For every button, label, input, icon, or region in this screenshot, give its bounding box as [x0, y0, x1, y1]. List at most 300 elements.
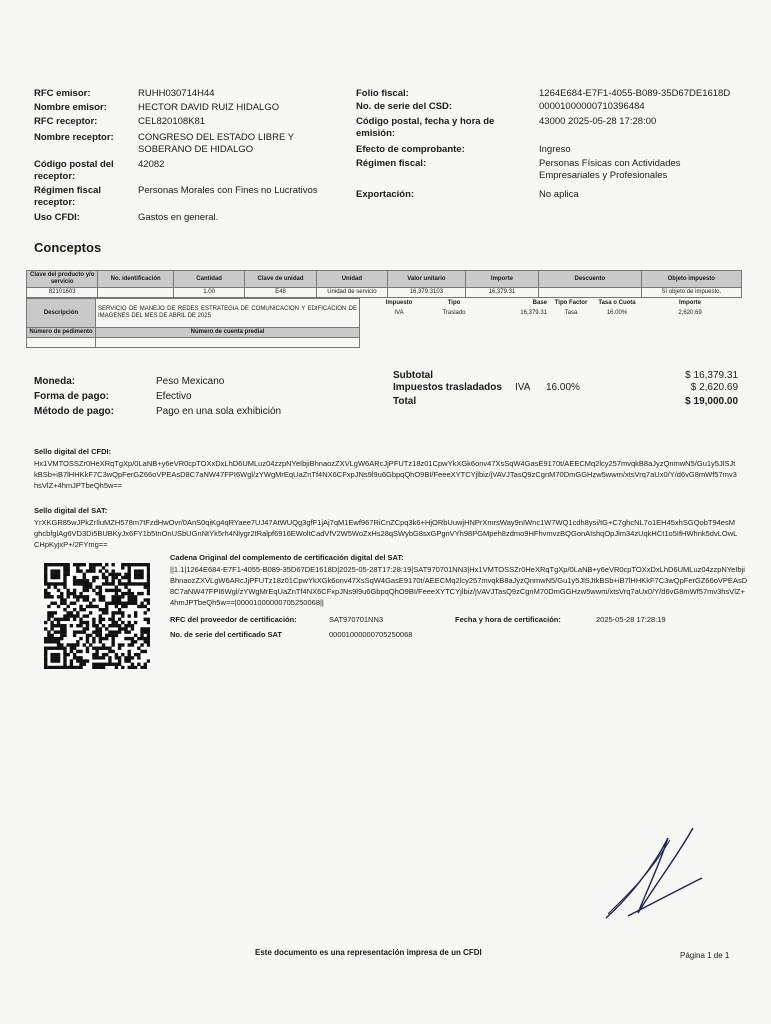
impuestos-tipo: IVA	[515, 382, 531, 393]
qr-module	[111, 614, 114, 617]
value: Peso Mexicano	[156, 376, 225, 387]
total-row	[393, 396, 738, 410]
qr-module	[134, 563, 137, 566]
cell	[98, 288, 174, 298]
qr-module	[92, 621, 95, 624]
qr-module	[147, 569, 150, 572]
qr-module	[147, 618, 150, 621]
qr-module	[70, 614, 73, 617]
qr-module	[111, 598, 114, 601]
qr-module	[60, 598, 63, 601]
qr-module	[99, 595, 102, 598]
qr-module	[63, 650, 66, 653]
qr-module	[76, 566, 79, 569]
qr-module	[147, 576, 150, 579]
qr-module	[105, 634, 108, 637]
qr-module	[99, 598, 102, 601]
field-rfc-emisor	[34, 88, 334, 102]
qr-module	[111, 630, 114, 633]
qr-module	[147, 634, 150, 637]
qr-module	[99, 637, 102, 640]
qr-module	[99, 592, 102, 595]
qr-module	[121, 582, 124, 585]
qr-module	[92, 624, 95, 627]
qr-module	[99, 663, 102, 666]
qr-module	[44, 579, 47, 582]
qr-module	[102, 618, 105, 621]
qr-module	[140, 666, 143, 669]
qr-module	[128, 624, 131, 627]
qr-module	[121, 653, 124, 656]
value: Gastos en general.	[138, 212, 219, 223]
qr-module	[111, 573, 114, 576]
qr-module	[92, 598, 95, 601]
qr-module	[60, 618, 63, 621]
qr-module	[66, 573, 69, 576]
qr-module	[137, 663, 140, 666]
qr-module	[89, 605, 92, 608]
qr-module	[134, 569, 137, 572]
qr-code-image	[44, 563, 150, 669]
qr-module	[83, 621, 86, 624]
qr-module	[73, 595, 76, 598]
qr-module	[44, 563, 47, 566]
value: 1264E684-E7F1-4055-B089-35D67DE1618D	[539, 88, 731, 99]
qr-module	[118, 608, 121, 611]
qr-module	[121, 605, 124, 608]
qr-module	[144, 663, 147, 666]
field-moneda	[34, 376, 281, 391]
qr-module	[121, 602, 124, 605]
qr-module	[115, 624, 118, 627]
qr-module	[50, 624, 53, 627]
qr-module	[99, 656, 102, 659]
qr-module	[118, 659, 121, 662]
field-regimen-receptor	[34, 185, 334, 212]
fecha-cert-label: Fecha y hora de certificación:	[455, 615, 561, 624]
qr-module	[50, 647, 53, 650]
qr-module	[76, 582, 79, 585]
label: Régimen fiscal receptor:	[34, 185, 102, 208]
qr-module	[115, 598, 118, 601]
qr-module	[83, 614, 86, 617]
qr-module	[44, 569, 47, 572]
descripcion-table	[26, 298, 360, 348]
qr-module	[79, 579, 82, 582]
qr-module	[73, 643, 76, 646]
qr-module	[147, 582, 150, 585]
qr-module	[131, 624, 134, 627]
qr-module	[73, 647, 76, 650]
cell: 1.00	[173, 288, 244, 298]
qr-module	[128, 656, 131, 659]
qr-module	[50, 627, 53, 630]
qr-module	[50, 582, 53, 585]
qr-module	[44, 663, 47, 666]
cell	[539, 288, 641, 298]
qr-module	[131, 663, 134, 666]
qr-module	[99, 563, 102, 566]
qr-module	[50, 611, 53, 614]
qr-module	[83, 608, 86, 611]
qr-module	[92, 653, 95, 656]
qr-module	[102, 573, 105, 576]
qr-module	[63, 647, 66, 650]
qr-module	[102, 637, 105, 640]
qr-module	[124, 585, 127, 588]
qr-module	[79, 569, 82, 572]
qr-module	[73, 614, 76, 617]
qr-module	[50, 621, 53, 624]
field-nombre-receptor	[34, 132, 334, 159]
qr-module	[79, 592, 82, 595]
qr-module	[95, 605, 98, 608]
qr-module	[57, 595, 60, 598]
qr-module	[92, 579, 95, 582]
qr-module	[128, 592, 131, 595]
qr-module	[54, 602, 57, 605]
qr-module	[60, 634, 63, 637]
subtotal-label: Subtotal	[393, 370, 433, 381]
qr-module	[108, 650, 111, 653]
qr-module	[57, 647, 60, 650]
qr-module	[140, 582, 143, 585]
qr-module	[79, 630, 82, 633]
qr-module	[115, 653, 118, 656]
qr-module	[76, 666, 79, 669]
sello-cfdi-value: Hx1VMTOSSZr0HeXRqTgXp/0LaNB+y6eVR0cpTOXxDxLhD6UMLuz04zzpNYeIbjiBhnaozZXVLgW6ARcJjPFUTz18z01CpwYkXGk6onv47XsSqW4GasE9170t/AEECMq2lcy257mvqkB8aJyzQnmwN5/Gu1y5JlSJtkBSb+iB7lHHKkF7C3wQpFerGZ66oVPEAsD8C7aNW47FPI6Wgl/zYWgMrEqUaZnTf4NX6CFxpJNs9l9u6GbpqQhO9BI/FeeeXYTCYjlbiz/jVAVJTasQ9zCgnM70DmGGHzw5wwm/xtsVrq7aUx0/Y/d6vG8mWf57mv3hsVlZ+4hmJPTbeQh5w==	[34, 459, 737, 490]
field-regimen-fiscal	[356, 158, 746, 189]
qr-module	[99, 569, 102, 572]
qr-module	[89, 611, 92, 614]
qr-module	[140, 634, 143, 637]
tax-cell: Tasa	[564, 310, 578, 316]
qr-module	[134, 595, 137, 598]
qr-module	[83, 659, 86, 662]
qr-module	[118, 602, 121, 605]
qr-module	[83, 627, 86, 630]
qr-module	[66, 618, 69, 621]
footer-text: Este documento es una representación impresa de un CFDI	[255, 948, 482, 957]
tax-cell: 16.00%	[606, 310, 628, 316]
qr-module	[121, 566, 124, 569]
page-number: Página 1 de 1	[680, 951, 730, 960]
qr-module	[63, 585, 66, 588]
qr-module	[54, 563, 57, 566]
qr-module	[44, 647, 47, 650]
qr-module	[86, 569, 89, 572]
qr-module	[57, 589, 60, 592]
qr-module	[83, 582, 86, 585]
qr-module	[115, 576, 118, 579]
qr-module	[63, 573, 66, 576]
qr-module	[54, 576, 57, 579]
qr-module	[115, 611, 118, 614]
qr-module	[128, 579, 131, 582]
qr-module	[73, 630, 76, 633]
qr-module	[105, 627, 108, 630]
qr-module	[63, 582, 66, 585]
qr-module	[89, 643, 92, 646]
qr-module	[140, 576, 143, 579]
qr-module	[111, 595, 114, 598]
qr-module	[108, 582, 111, 585]
qr-module	[54, 640, 57, 643]
qr-module	[99, 647, 102, 650]
qr-module	[95, 666, 98, 669]
qr-module	[60, 630, 63, 633]
qr-module	[60, 627, 63, 630]
qr-module	[76, 579, 79, 582]
qr-module	[70, 592, 73, 595]
impuestos-value: $ 2,620.69	[690, 382, 738, 393]
qr-module	[137, 569, 140, 572]
qr-module	[73, 582, 76, 585]
qr-module	[66, 592, 69, 595]
qr-module	[131, 582, 134, 585]
qr-module	[57, 621, 60, 624]
qr-module	[79, 605, 82, 608]
qr-module	[79, 624, 82, 627]
qr-module	[63, 608, 66, 611]
qr-module	[128, 653, 131, 656]
qr-module	[57, 582, 60, 585]
qr-module	[50, 634, 53, 637]
qr-module	[124, 592, 127, 595]
qr-module	[63, 630, 66, 633]
qr-module	[83, 573, 86, 576]
qr-module	[144, 611, 147, 614]
qr-module	[60, 563, 63, 566]
field-cp-receptor	[34, 159, 334, 185]
qr-module	[57, 643, 60, 646]
qr-module	[66, 643, 69, 646]
label: RFC receptor:	[34, 116, 98, 127]
qr-module	[70, 643, 73, 646]
qr-module	[44, 582, 47, 585]
qr-module	[76, 640, 79, 643]
tax-table	[370, 298, 740, 318]
qr-module	[140, 630, 143, 633]
qr-module	[121, 643, 124, 646]
qr-module	[86, 598, 89, 601]
qr-module	[121, 576, 124, 579]
qr-module	[44, 659, 47, 662]
qr-module	[134, 634, 137, 637]
signature-icon	[598, 818, 708, 926]
qr-module	[111, 569, 114, 572]
header-cell: No. identificación	[98, 271, 174, 288]
header-cell: Importe	[465, 271, 538, 288]
qr-module	[124, 656, 127, 659]
qr-module	[54, 656, 57, 659]
qr-module	[50, 602, 53, 605]
qr-module	[54, 647, 57, 650]
qr-module	[137, 592, 140, 595]
qr-module	[105, 582, 108, 585]
qr-module	[63, 653, 66, 656]
qr-module	[54, 618, 57, 621]
field-forma-pago	[34, 391, 281, 406]
header-cell: Cantidad	[173, 271, 244, 288]
payment-block	[34, 376, 281, 421]
qr-module	[147, 640, 150, 643]
qr-module	[44, 627, 47, 630]
qr-module	[108, 634, 111, 637]
qr-module	[99, 614, 102, 617]
qr-module	[128, 643, 131, 646]
rfc-proveedor-label: RFC del proveedor de certificación:	[170, 615, 297, 624]
qr-module	[66, 589, 69, 592]
qr-module	[73, 602, 76, 605]
serie-cert-label: No. de serie del certificado SAT	[170, 630, 282, 639]
value: 42082	[138, 159, 165, 170]
qr-module	[70, 611, 73, 614]
qr-module	[79, 621, 82, 624]
qr-module	[79, 659, 82, 662]
qr-module	[92, 630, 95, 633]
qr-module	[99, 608, 102, 611]
field-rfc-receptor	[34, 116, 334, 132]
qr-module	[131, 643, 134, 646]
qr-module	[128, 595, 131, 598]
qr-module	[66, 605, 69, 608]
qr-module	[99, 666, 102, 669]
qr-module	[89, 582, 92, 585]
qr-module	[47, 630, 50, 633]
qr-module	[128, 573, 131, 576]
qr-module	[92, 618, 95, 621]
qr-module	[147, 627, 150, 630]
qr-module	[54, 585, 57, 588]
qr-module	[76, 598, 79, 601]
qr-module	[147, 563, 150, 566]
header-cell: Objeto impuesto	[641, 271, 741, 288]
qr-module	[144, 650, 147, 653]
tax-header: Tipo	[447, 300, 461, 306]
qr-module	[70, 663, 73, 666]
qr-module	[118, 582, 121, 585]
qr-module	[111, 621, 114, 624]
value: CONGRESO DEL ESTADO LIBRE Y SOBERANO DE HIDALGO	[138, 132, 294, 155]
qr-module	[60, 592, 63, 595]
qr-module	[73, 656, 76, 659]
qr-module	[99, 618, 102, 621]
qr-module	[137, 582, 140, 585]
qr-module	[131, 656, 134, 659]
qr-module	[50, 656, 53, 659]
qr-module	[147, 598, 150, 601]
qr-module	[131, 592, 134, 595]
emisor-receptor-block	[34, 88, 334, 226]
qr-module	[115, 634, 118, 637]
qr-module	[134, 576, 137, 579]
qr-module	[60, 666, 63, 669]
qr-module	[47, 585, 50, 588]
field-efecto	[356, 144, 746, 158]
qr-module	[95, 647, 98, 650]
cell: E48	[245, 288, 316, 298]
qr-module	[118, 647, 121, 650]
total-label: Total	[393, 396, 417, 407]
cell: 16,379.3103	[388, 288, 466, 298]
qr-module	[60, 602, 63, 605]
qr-module	[76, 643, 79, 646]
qr-module	[111, 611, 114, 614]
qr-module	[147, 659, 150, 662]
qr-module	[128, 637, 131, 640]
serie-cert-value: 00001000000705250068	[329, 630, 413, 639]
qr-module	[50, 637, 53, 640]
qr-module	[102, 663, 105, 666]
qr-module	[63, 563, 66, 566]
qr-module	[111, 576, 114, 579]
qr-module	[86, 579, 89, 582]
qr-module	[118, 627, 121, 630]
qr-module	[124, 582, 127, 585]
qr-module	[111, 582, 114, 585]
qr-module	[54, 659, 57, 662]
qr-module	[86, 627, 89, 630]
qr-module	[99, 630, 102, 633]
qr-module	[105, 602, 108, 605]
qr-module	[128, 589, 131, 592]
label: Nombre emisor:	[34, 102, 107, 113]
qr-module	[137, 563, 140, 566]
qr-module	[118, 595, 121, 598]
field-folio-fiscal	[356, 88, 746, 101]
label: Método de pago:	[34, 406, 114, 417]
qr-module	[63, 569, 66, 572]
label: RFC emisor:	[34, 88, 91, 99]
qr-module	[108, 602, 111, 605]
qr-module	[44, 666, 47, 669]
header-cell: Clave del producto y/o servicio	[27, 271, 98, 288]
qr-module	[89, 634, 92, 637]
qr-module	[66, 563, 69, 566]
qr-module	[118, 624, 121, 627]
qr-module	[50, 573, 53, 576]
tax-cell: 2,620.69	[678, 310, 702, 316]
qr-module	[118, 663, 121, 666]
qr-module	[57, 624, 60, 627]
qr-module	[73, 653, 76, 656]
qr-module	[50, 569, 53, 572]
qr-module	[70, 624, 73, 627]
qr-module	[95, 634, 98, 637]
qr-module	[102, 656, 105, 659]
qr-module	[140, 569, 143, 572]
qr-module	[99, 634, 102, 637]
handwritten-signature	[598, 818, 708, 926]
descripcion-row	[26, 298, 742, 348]
qr-module	[44, 621, 47, 624]
qr-module	[105, 576, 108, 579]
qr-module	[137, 637, 140, 640]
qr-module	[47, 563, 50, 566]
qr-module	[134, 621, 137, 624]
qr-module	[118, 630, 121, 633]
qr-module	[95, 650, 98, 653]
qr-module	[115, 585, 118, 588]
qr-module	[102, 643, 105, 646]
qr-module	[102, 582, 105, 585]
qr-module	[83, 663, 86, 666]
qr-module	[63, 663, 66, 666]
qr-module	[137, 653, 140, 656]
qr-module	[92, 663, 95, 666]
totals-block	[393, 370, 738, 410]
